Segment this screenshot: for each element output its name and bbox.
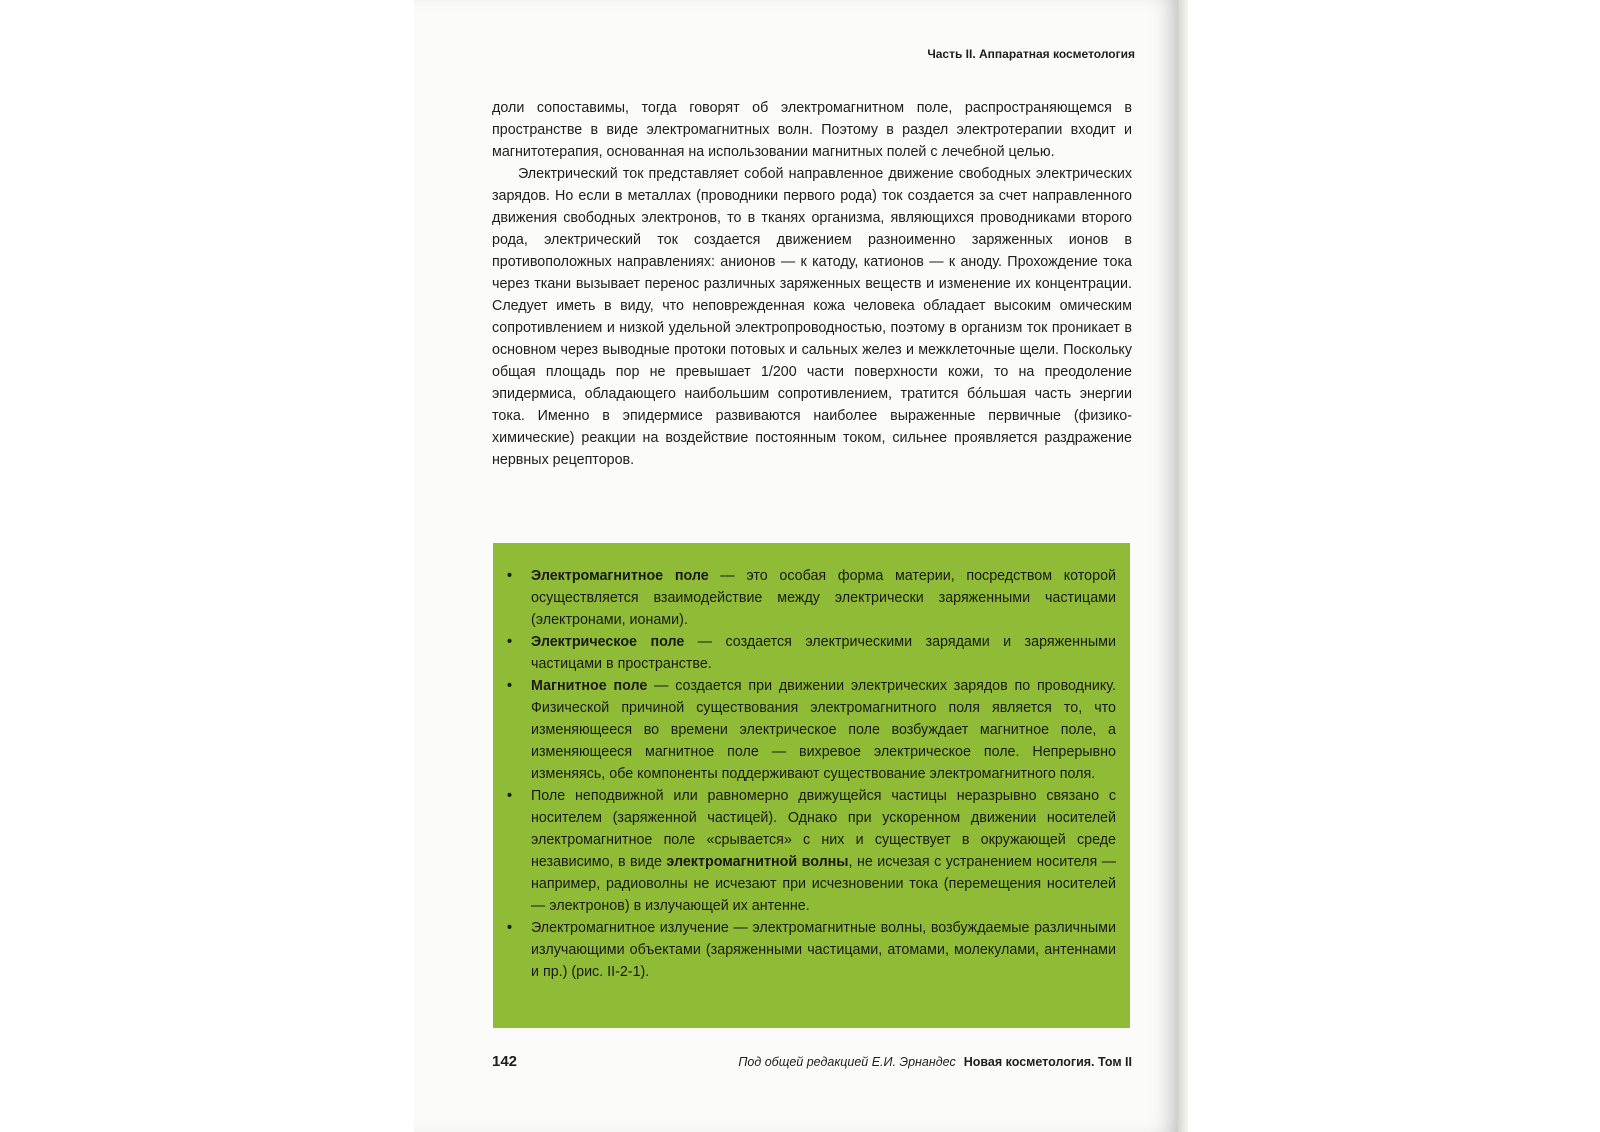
definition-text: Электромагнитное излучение — электромагнитные волны, возбуждаемые различными излучающими объектами (заряженными частицами, атомами, молекулами, антеннами и пр.) (рис. II-2-1).: [531, 920, 1116, 980]
bullet-icon: •: [507, 788, 513, 804]
body-text: [492, 97, 1132, 471]
list-item: [505, 631, 1116, 675]
definition-text: , не исчезая с устранением носителя — например, радиоволны не исчезают при исчезновении тока (перемещения носителей — электронов) в излучающей их антенне.: [531, 854, 1116, 914]
list-item: [505, 565, 1116, 631]
paragraph: доли сопоставимы, тогда говорят об электромагнитном поле, распространяющемся в пространстве в виде электромагнитных волн. Поэтому в раздел электротерапии входит и магнитотерапия, основанная на использовании магнитных полей с лечебной целью.: [492, 100, 1132, 160]
bullet-icon: •: [507, 634, 513, 650]
list-item: [505, 785, 1116, 917]
definitions-list: [505, 565, 1116, 983]
page-footer: [660, 1055, 1132, 1069]
page-edge: [1178, 0, 1188, 1132]
bullet-icon: •: [507, 678, 513, 694]
term: Электрическое поле: [531, 634, 685, 650]
list-item: [505, 917, 1116, 983]
bullet-icon: •: [507, 920, 513, 936]
definition-text: — создается электрическими зарядами и заряженными частицами в пространстве.: [531, 634, 1116, 672]
footer-book-title: Новая косметология. Том II: [963, 1055, 1132, 1069]
paragraph: Электрический ток представляет собой направленное движение свободных электрических зарядов. Но если в металлах (проводники первого рода) ток создается за счет направленного движения свободных электронов, то в тканях организма, являющихся проводниками второго рода, электрический ток создается движением разноименно заряженных ионов в противоположных направлениях: анионов — к катоду, катионов — к аноду. Прохождение тока через ткани вызывает перенос различных заряженных веществ и изменение их концентрации. Следует иметь в виду, что неповрежденная кожа человека обладает высоким омическим сопротивлением и низкой удельной электропроводностью, поэтому в организм ток проникает в основном через выводные протоки потовых и сальных желез и межклеточные щели. Поскольку общая площадь пор не превышает 1/200 части поверхности кожи, то на преодоление эпидермиса, обладающего наибольшим сопротивлением, тратится бóльшая часть энергии тока. Именно в эпидермисе развиваются наиболее выраженные первичные (физико-химические) реакции на воздействие постоянным током, сильнее проявляется раздражение нервных рецепторов.: [492, 166, 1132, 468]
list-item: [505, 675, 1116, 785]
page-number: 142: [492, 1053, 518, 1070]
running-head: Часть II. Аппаратная косметология: [927, 47, 1135, 61]
term: Электромагнитное поле: [531, 568, 709, 584]
definitions-callout: [493, 543, 1130, 1028]
term: Магнитное поле: [531, 678, 648, 694]
footer-editor: Под общей редакцией Е.И. Эрнандес: [738, 1055, 956, 1069]
term: электромагнитной волны: [666, 854, 849, 870]
definition-text: Поле неподвижной или равномерно движущейся частицы неразрывно связано с носителем (заряженной частицей). Однако при ускоренном движении носителей электромагнитное поле «срывается» с них и существует в окружающей среде независимо, в виде: [531, 788, 1116, 870]
definition-text: — создается при движении электрических зарядов по проводнику. Физической причиной существования электромагнитного поля является то, что изменяющееся во времени электрическое поле возбуждает магнитное поле, а изменяющееся магнитное поле — вихревое электрическое поле. Непрерывно изменяясь, обе компоненты поддерживают существование электромагнитного поля.: [531, 678, 1116, 782]
definition-text: — это особая форма материи, посредством которой осуществляется взаимодействие между электрически заряженными частицами (электронами, ионами).: [531, 568, 1117, 628]
bullet-icon: •: [507, 568, 513, 584]
